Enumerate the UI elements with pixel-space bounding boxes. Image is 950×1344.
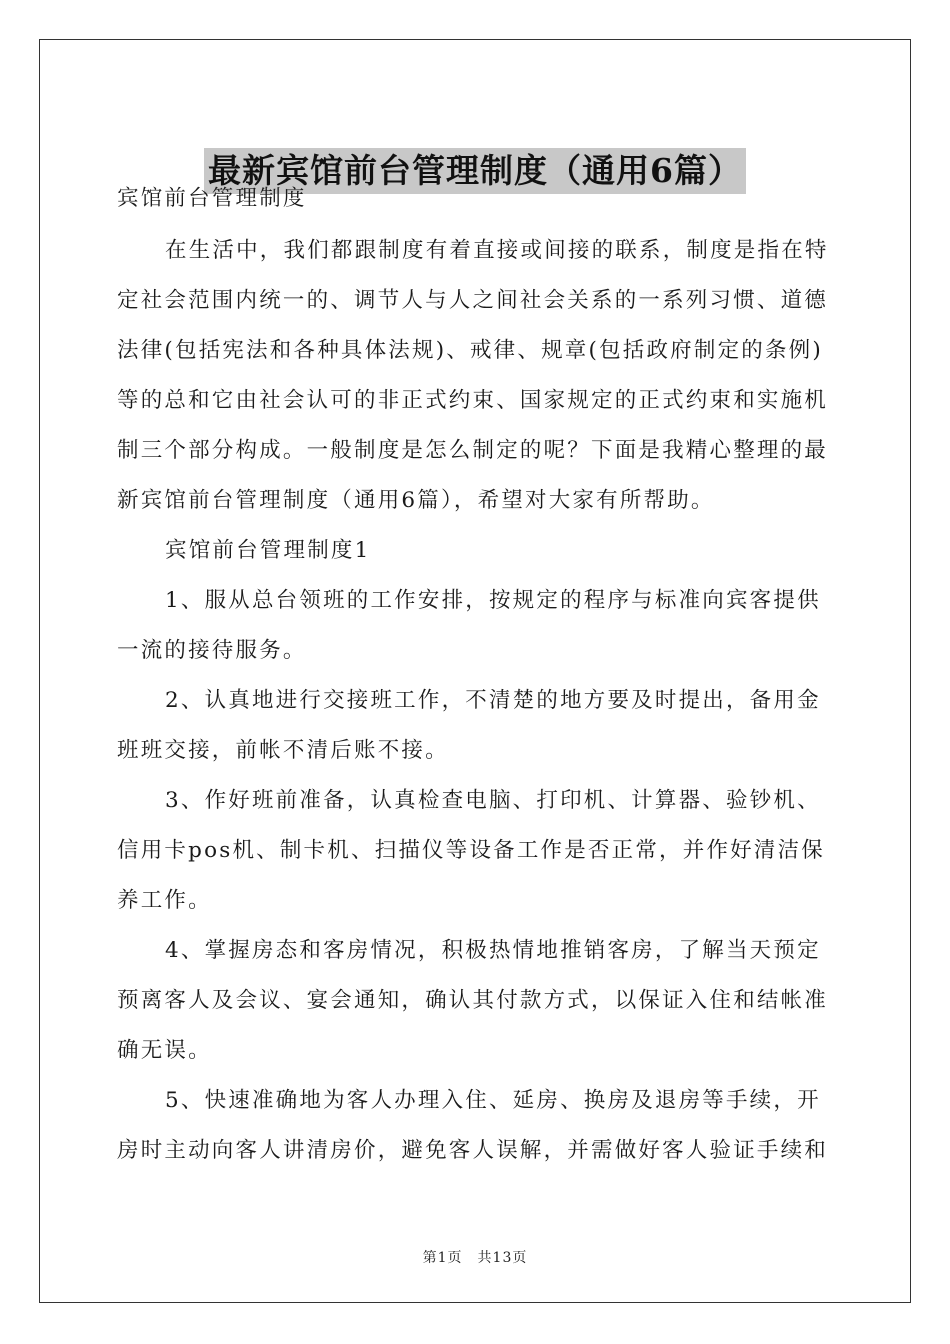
page-footer: 第1页 共13页 (422, 1250, 528, 1266)
document-body (117, 178, 833, 1176)
list-item: 2、认真地进行交接班工作，不清楚的地方要及时提出，备用金班班交接，前帐不清后账不接。 (117, 688, 821, 763)
list-item: 5、快速准确地为客人办理入住、延房、换房及退房等手续，开房时主动向客人讲清房价，避免客人误解，并需做好客人验证手续和 (117, 1088, 829, 1163)
intro-paragraph: 在生活中，我们都跟制度有着直接或间接的联系，制度是指在特定社会范围内统一的、调节人与人之间社会关系的一系列习惯、道德法律(包括宪法和各种具体法规)、戒律、规章(包括政府制定的条例)等的总和它由社会认可的非正式约束、国家规定的正式约束和实施机制三个部分构成。一般制度是怎么制定的呢？下面是我精心整理的最新宾馆前台管理制度（通用6篇），希望对大家有所帮助。 (117, 238, 829, 513)
list-item: 4、掌握房态和客房情况，积极热情地推销客房，了解当天预定预离客人及会议、宴会通知，确认其付款方式，以保证入住和结帐准确无误。 (117, 938, 829, 1063)
section-heading: 宾馆前台管理制度1 (165, 538, 371, 563)
document-subtitle: 宾馆前台管理制度 (117, 186, 307, 211)
list-item: 1、服从总台领班的工作安排，按规定的程序与标准向宾客提供一流的接待服务。 (117, 588, 821, 663)
document-title: 最新宾馆前台管理制度（通用6篇） (204, 148, 746, 194)
list-item: 3、作好班前准备，认真检查电脑、打印机、计算器、验钞机、信用卡pos机、制卡机、扫描仪等设备工作是否正常，并作好清洁保养工作。 (117, 788, 825, 913)
